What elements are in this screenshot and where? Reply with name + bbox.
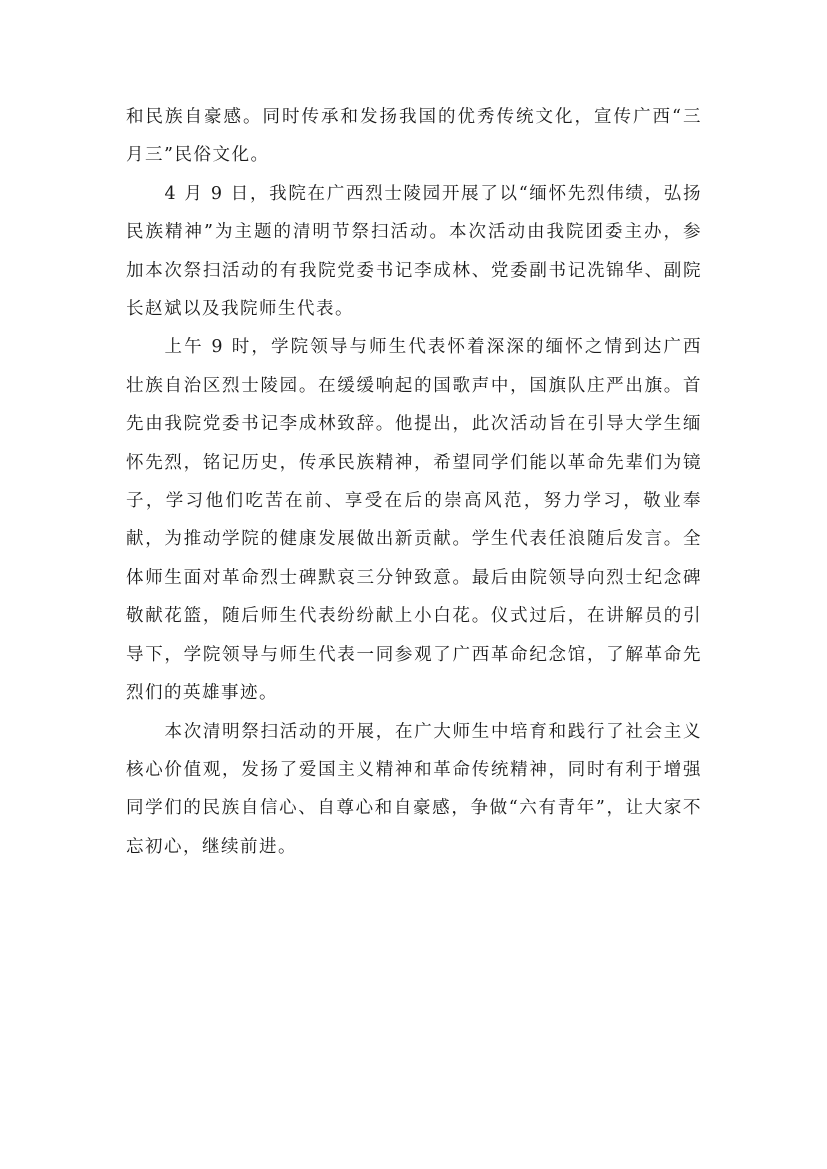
paragraph-continued: 和民族自豪感。同时传承和发扬我国的优秀传统文化，宣传广西“三月三”民俗文化。	[126, 107, 702, 166]
paragraph-event-intro: 4 月 9 日，我院在广西烈士陵园开展了以“缅怀先烈伟绩，弘扬民族精神”为主题的清明节祭扫活动。本次活动由我院团委主办，参加本次祭扫活动的有我院党委书记李成林、党委副书记冼锦华、副院长赵斌以及我院师生代表。	[126, 183, 702, 320]
paragraph-ceremony: 上午 9 时，学院领导与师生代表怀着深深的缅怀之情到达广西壮族自治区烈士陵园。在缓缓响起的国歌声中，国旗队庄严出旗。首先由我院党委书记李成林致辞。他提出，此次活动旨在引导大学生缅怀先烈，铭记历史，传承民族精神，希望同学们能以革命先辈们为镜子，学习他们吃苦在前、享受在后的崇高风范，努力学习，敬业奉献，为推动学院的健康发展做出新贡献。学生代表任浪随后发言。全体师生面对革命烈士碑默哀三分钟致意。最后由院领导向烈士纪念碑敬献花篮，随后师生代表纷纷献上小白花。仪式过后，在讲解员的引导下，学院领导与师生代表一同参观了广西革命纪念馆，了解革命先烈们的英雄事迹。	[126, 337, 702, 704]
document-body	[126, 98, 702, 866]
paragraph-conclusion: 本次清明祭扫活动的开展，在广大师生中培育和践行了社会主义核心价值观，发扬了爱国主义精神和革命传统精神，同时有利于增强同学们的民族自信心、自尊心和自豪感，争做“六有青年”，让大家不忘初心，继续前进。	[126, 721, 702, 857]
